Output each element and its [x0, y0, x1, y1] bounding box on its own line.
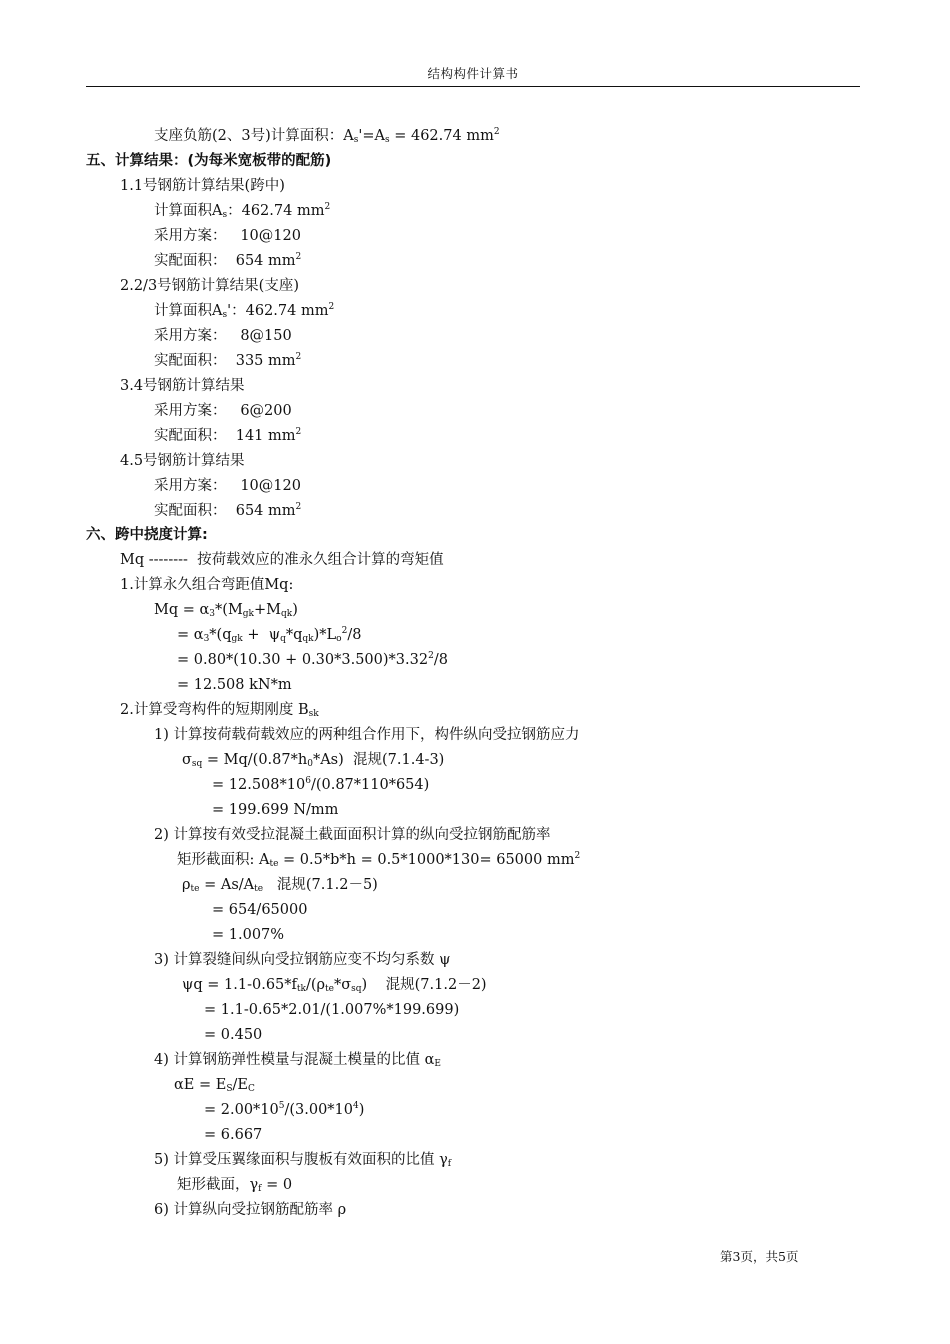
psi-formula-3: = 0.450 — [204, 1027, 263, 1043]
support-rebar-area-line: 支座负筋(2、3号)计算面积：$A_s'=A_s = 462.74$ $mm^2$ — [154, 127, 500, 145]
mq-formula-3: = $0.80*(10.30 + 0.30*3.500)*3.32^2/8$ — [177, 651, 448, 668]
item-6-heading: 6) 计算纵向受拉钢筋配筋率 ρ — [154, 1202, 347, 1218]
result-1-actual-area: 实配面积： 654 $mm^2$ — [154, 252, 302, 269]
result-1-calc-area: 计算面积$A_s$：462.74 $mm^2$ — [154, 202, 331, 220]
gamma-formula: 矩形截面，$\gamma_f = 0$ — [177, 1177, 293, 1194]
rho-formula-2: = 654/65000 — [212, 902, 308, 918]
header-title: 结构构件计算书 — [427, 66, 519, 81]
psi-formula-2: = 1.1-0.65*2.01/(1.007%*199.699) — [204, 1002, 460, 1018]
result-4-heading: 4.5号钢筋计算结果 — [120, 453, 245, 469]
result-2-actual-area: 实配面积： 335 $mm^2$ — [154, 352, 302, 369]
sigma-formula-1: $\sigma_{sq} = Mq/(0.87*h_0*As)$ 混规(7.1.4-3) — [182, 752, 445, 769]
item-1-heading: 1) 计算按荷载荷载效应的两种组合作用下，构件纵向受拉钢筋应力 — [154, 727, 580, 743]
page-footer: 第3页，共5页 — [720, 1249, 799, 1264]
result-2-scheme: 采用方案： 8@150 — [154, 328, 292, 344]
sigma-formula-3: = 199.699 N/mm — [212, 802, 339, 818]
alpha-formula-2: = $2.00*10^5/(3.00*10^4)$ — [204, 1101, 365, 1118]
rect-area-formula: 矩形截面积: $A_{te} = 0.5*b*h = 0.5*1000*130= 65000$ $mm^2$ — [177, 851, 581, 869]
item-4-heading: 4) 计算钢筋弹性模量与混凝土模量的比值 $\alpha_E$ — [154, 1052, 441, 1069]
alpha-formula-3: = 6.667 — [204, 1127, 263, 1143]
section-5-heading: 五、计算结果：(为每米宽板带的配筋) — [86, 153, 332, 169]
result-4-scheme: 采用方案： 10@120 — [154, 478, 301, 494]
mq-formula-2: = $\alpha_3*(q_{gk} + \psi_q*q_{qk})*L_o^2/8$ — [177, 626, 362, 644]
item-2-heading: 2) 计算按有效受拉混凝土截面面积计算的纵向受拉钢筋配筋率 — [154, 827, 551, 843]
result-3-scheme: 采用方案： 6@200 — [154, 403, 292, 419]
result-4-actual-area: 实配面积： 654 $mm^2$ — [154, 502, 302, 519]
item-5-heading: 5) 计算受压翼缘面积与腹板有效面积的比值 $\gamma_f$ — [154, 1152, 452, 1169]
result-1-scheme: 采用方案： 10@120 — [154, 228, 301, 244]
result-3-actual-area: 实配面积： 141 $mm^2$ — [154, 427, 302, 444]
psi-formula-1: $\psi q = 1.1-0.65*f_{tk}/(\rho_{te}*\sigma_{sq})$ 混规(7.1.2－2) — [182, 977, 487, 994]
sigma-formula-2: = $12.508*10^6/(0.87*110*654)$ — [212, 776, 430, 793]
section-6-heading: 六、跨中挠度计算: — [86, 527, 208, 543]
result-1-heading: 1.1号钢筋计算结果(跨中) — [120, 178, 285, 194]
result-2-calc-area: 计算面积$A_s'$：462.74 $mm^2$ — [154, 302, 335, 320]
rho-formula-3: = 1.007% — [212, 927, 285, 943]
step-1-heading: 1.计算永久组合弯距值Mq: — [120, 577, 294, 593]
rho-formula-1: $\rho_{te} = As/A_{te}$ 混规(7.1.2－5) — [182, 877, 378, 894]
page-header — [86, 64, 860, 87]
item-3-heading: 3) 计算裂缝间纵向受拉钢筋应变不均匀系数 ψ — [154, 952, 451, 968]
step-2-heading: 2.计算受弯构件的短期刚度 $B_{sk}$ — [120, 702, 319, 719]
result-3-heading: 3.4号钢筋计算结果 — [120, 378, 245, 394]
result-2-heading: 2.2/3号钢筋计算结果(支座) — [120, 278, 299, 294]
mq-formula-1: $Mq = \alpha_3*(M_{gk}+M_{qk})$ — [154, 602, 298, 619]
mq-definition: Mq -------- 按荷载效应的准永久组合计算的弯矩值 — [120, 552, 444, 568]
alpha-formula-1: $\alpha E = E_S/E_C$ — [174, 1077, 255, 1094]
mq-formula-4: = 12.508 kN*m — [177, 677, 292, 693]
